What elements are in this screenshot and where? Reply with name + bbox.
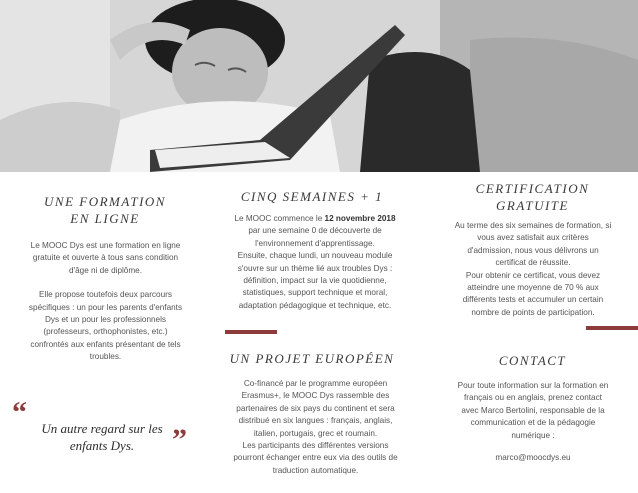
europe-title: UN PROJET EUROPÉEN [229, 351, 395, 366]
formation-line: spécifiques : un pour les parents d'enfants [28, 302, 183, 312]
quote-text [22, 420, 182, 454]
formation-line: troubles. [89, 352, 122, 362]
hero-photo [0, 0, 638, 172]
weeks-title: CINQ SEMAINES + 1 [240, 189, 384, 204]
certification-line: Au terme des six semaines de formation, si [454, 221, 612, 230]
certification-line: atteindre une moyenne de 70 % aux [467, 283, 599, 293]
weeks-text [215, 213, 415, 312]
weeks-line: statistiques, support technique et moral, [242, 288, 388, 298]
certification-text [433, 220, 633, 319]
weeks-start-text: Le MOOC commence le [234, 214, 325, 223]
formation-line: (professeurs, orthophonistes, etc.) [43, 327, 168, 337]
europe-line: partenaires de six pays du continent et sera [236, 403, 395, 413]
contact-line: français ou en anglais, prenez contact [464, 393, 602, 403]
certification-line: vous avez satisfait aux critères [477, 233, 589, 243]
formation-line: confrontés aux enfants présentant de tels [30, 339, 181, 349]
weeks-line: par une semaine 0 de découverte de [248, 226, 382, 236]
certification-line: différents tests et accumuler un certain [462, 295, 604, 305]
weeks-line: Ensuite, chaque lundi, un nouveau module [237, 251, 393, 261]
europe-line: Erasmus+, le MOOC Dys rassemble des [241, 391, 390, 401]
europe-line: Co-financé par le programme européen [243, 379, 388, 388]
europe-line: pourront échanger entre eux via des outils de [233, 453, 398, 463]
certification-line: certificat de réussite. [495, 258, 571, 268]
formation-line: Le MOOC Dys est une formation en ligne [30, 241, 181, 250]
europe-line: distribué en six langues : français, anglais, [238, 416, 393, 426]
certification-title-line2: GRATUITE [496, 198, 569, 213]
contact-title: CONTACT [498, 353, 567, 368]
formation-text [8, 240, 203, 364]
certification-line: d'admission, nous vous délivrons un [467, 245, 599, 255]
contact-line: Pour toute information sur la formation en [457, 381, 609, 390]
child-reading-illustration [0, 0, 638, 172]
weeks-line: s'ouvre sur un thème lié aux troubles Dys : [237, 263, 393, 273]
weeks-line: adaptation pédagogique et technique, etc. [238, 300, 392, 310]
formation-title [20, 193, 190, 227]
weeks-start-date: 12 novembre 2018 [324, 214, 396, 223]
weeks-divider [225, 330, 277, 334]
formation-line: gratuite et ouverte à tous sans condition [32, 253, 179, 263]
close-quote-icon: ” [172, 423, 187, 456]
certification-line: Pour obtenir ce certificat, vous devez [465, 270, 601, 280]
formation-title-line2: EN LIGNE [70, 211, 140, 226]
contact-line: numérique : [511, 430, 555, 440]
formation-line: d'âge ni de diplôme. [68, 265, 143, 275]
certification-title-line1: CERTIFICATION [475, 181, 590, 196]
formation-line: Elle propose toutefois deux parcours [39, 290, 172, 300]
quote-line1: Un autre regard sur les [41, 421, 163, 436]
weeks-line: l'environnement d'apprentissage. [255, 238, 375, 248]
europe-line: Les participants des différentes versions [242, 441, 389, 451]
contact-text [433, 380, 633, 464]
quote-line2: enfants Dys. [69, 438, 135, 453]
weeks-line: définition, impact sur la vie quotidienne, [243, 276, 387, 286]
europe-line: italien, portugais, grec et roumain. [253, 428, 378, 438]
open-quote-icon: “ [12, 396, 27, 429]
formation-line: Dys et un pour les professionnels [44, 315, 167, 325]
weeks-line [215, 213, 415, 225]
europe-line: traduction automatique. [272, 465, 359, 475]
certification-divider [586, 326, 638, 330]
certification-title [440, 180, 625, 214]
contact-line: avec Marco Bertolini, responsable de la [461, 405, 605, 415]
formation-title-line1: UNE FORMATION [44, 194, 166, 209]
contact-email-link[interactable]: marco@moocdys.eu [495, 453, 571, 463]
contact-line: communication et de la pédagogie [470, 418, 596, 428]
certification-line: nombre de points de participation. [471, 307, 595, 317]
europe-text [213, 378, 418, 477]
